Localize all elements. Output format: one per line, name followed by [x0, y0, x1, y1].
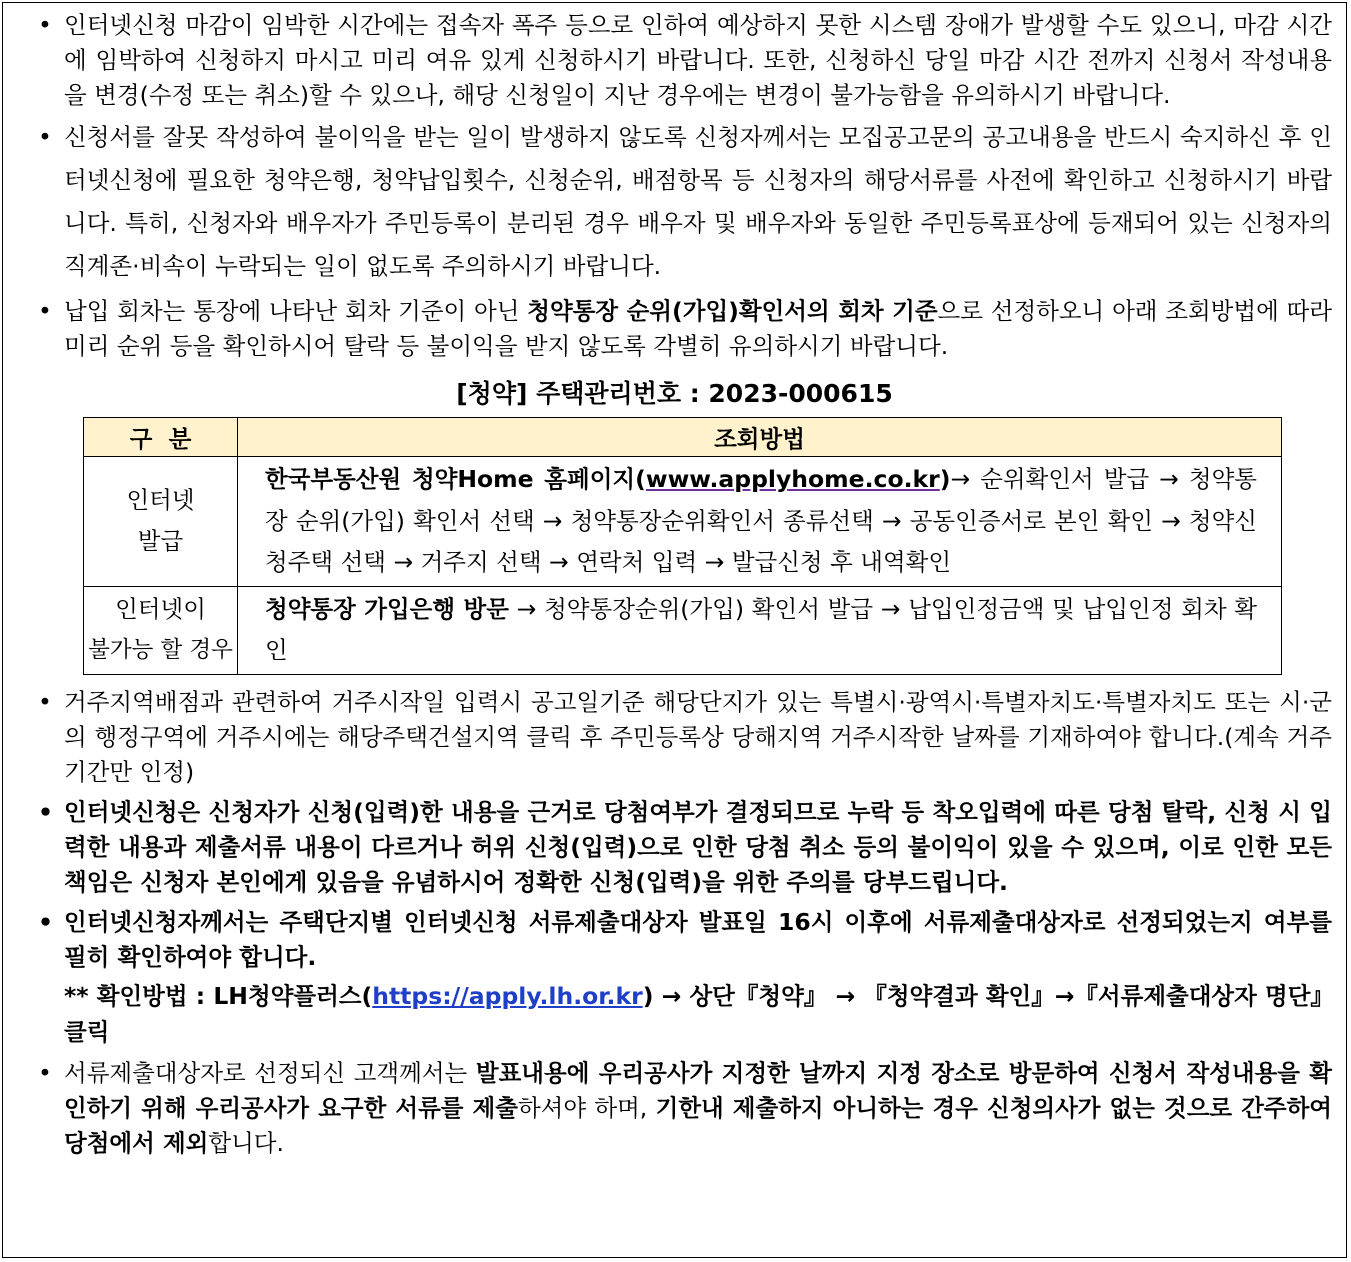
row-method-internet	[238, 457, 1282, 587]
submission-emphasis-2: 기한내 제출하지 아니하는 경우 신청의사가 없는 것으로 간주하여 당첨에서 제외	[64, 1093, 1332, 1157]
table-row-internet	[84, 457, 1282, 587]
notice-item-application-check: • 신청서를 잘못 작성하여 불이익을 받는 일이 발생하지 않도록 신청자께서는 모집공고문의 공고내용을 반드시 숙지하신 후 인터넷신청에 필요한 청약은행, 청약납입횟수, 신청순위, 배점항목 등 신청자의 해당서류를 사전에 확인하고 신청하시기 바랍니다. 특히, 신청자와 배우자가 주민등록이 분리된 경우 배우자 및 배우자와 동일한 주민등록표상에 등재되어 있는 신청자의 직계존·비속이 누락되는 일이 없도록 주의하시기 바랍니다.	[3, 116, 1346, 288]
row-label-offline-line1: 인터넷이	[115, 595, 206, 623]
housing-management-number-heading: [청약] 주택관리번호 : 2023-000615	[456, 379, 893, 408]
table-header-category: 구 분	[84, 418, 238, 457]
notice-item-deadline: • 인터넷신청 마감이 임박한 시간에는 접속자 폭주 등으로 인하여 예상하지 못한 시스템 장애가 발생할 수도 있으니, 마감 시간에 임박하여 신청하지 마시고 미리 여유 있게 신청하시기 바랍니다. 또한, 신청하신 당일 마감 시간 전까지 신청서 작성내용을 변경(수정 또는 취소)할 수 있으나, 해당 신청일이 지난 경우에는 변경이 불가능함을 유의하시기 바랍니다.	[3, 8, 1346, 113]
inquiry-method-table	[83, 417, 1282, 675]
submission-text-mid: 하셔야 하며,	[517, 1093, 656, 1122]
submission-emphasis-1: 발표내용에 우리공사가 지정한 날까지 지정 장소로 방문하여 신청서 작성내용을 확인하기 위해 우리공사가 요구한 서류를 제출	[64, 1058, 1333, 1122]
applyhome-close-paren: )	[939, 465, 951, 493]
row-method-offline	[238, 586, 1282, 674]
row-label-offline	[84, 586, 238, 674]
row-label-offline-line2: 불가능 할 경우	[88, 637, 233, 663]
row-label-internet	[84, 457, 238, 587]
bank-visit-emphasis: 청약통장 가입은행 방문	[265, 594, 509, 623]
internet-steps: → 순위확인서 발급 → 청약통장 순위(가입) 확인서 선택 → 청약통장순위확인서 종류선택 → 공동인증서로 본인 확인 → 청약신청주택 선택 → 거주지 선택 → 연락처 입력 → 발급신청 후 내역확인	[265, 465, 1257, 576]
notice-item-responsibility: • 인터넷신청은 신청자가 신청(입력)한 내용을 근거로 당첨여부가 결정되므로 누락 등 착오입력에 따른 당첨 탈락, 신청 시 입력한 내용과 제출서류 내용이 다르거나 허위 신청(입력)으로 인한 당첨 취소 등의 불이익이 있을 수 있으며, 이로 인한 모든 책임은 신청자 본인에게 있음을 유념하시어 정확한 신청(입력)을 위한 주의를 당부드립니다.	[3, 795, 1346, 900]
payment-count-emphasis: 청약통장 순위(가입)확인서의 회차 기준	[527, 297, 938, 325]
notice-list-final	[3, 1056, 1346, 1161]
lh-apply-link[interactable]: https://apply.lh.or.kr	[372, 981, 643, 1010]
confirmation-method-pre: ** 확인방법 : LH청약플러스(	[64, 981, 373, 1010]
notice-item-residence: • 거주지역배점과 관련하여 거주시작일 입력시 공고일기준 해당단지가 있는 특별시·광역시·특별자치도·특별자치도 또는 시·군의 행정구역에 거주시에는 해당주택건설지역 클릭 후 주민등록상 당해지역 거주시작한 날짜를 기재하여야 합니다.(계속 거주기간만 인정)	[3, 685, 1346, 790]
table-header-method: 조회방법	[238, 418, 1282, 457]
applyhome-site-name: 한국부동산원 청약Home 홈페이지(	[265, 465, 646, 493]
notice-item-payment-count	[3, 294, 1346, 364]
payment-count-text-post: 으로 선정하오니 아래 조회방법에 따라 미리 순위 등을 확인하시어 탈락 등 불이익을 받지 않도록 각별히 유의하시기 바랍니다.	[64, 297, 1332, 360]
notice-item-document-target: • 인터넷신청자께서는 주택단지별 인터넷신청 서류제출대상자 발표일 16시 이후에 서류제출대상자로 선정되었는지 여부를 필히 확인하여야 합니다.	[3, 905, 1346, 975]
applyhome-link[interactable]: www.applyhome.co.kr	[645, 465, 940, 493]
offline-steps: → 청약통장순위(가입) 확인서 발급 → 납입인정금액 및 납입인정 회차 확인	[265, 594, 1257, 664]
table-row-offline	[84, 586, 1282, 674]
row-label-internet-line1: 인터넷	[126, 486, 195, 515]
confirmation-method-post: ) → 상단『청약』 → 『청약결과 확인』→『서류제출대상자 명단』클릭	[64, 981, 1334, 1046]
notice-list-top	[3, 8, 1346, 364]
confirmation-method	[3, 978, 1346, 1050]
notice-frame	[2, 2, 1347, 1258]
submission-text-pre: 서류제출대상자로 선정되신 고객께서는	[64, 1058, 476, 1087]
row-label-internet-line2: 발급	[137, 527, 184, 556]
payment-count-text-pre: 납입 회차는 통장에 나타난 회차 기준이 아닌	[64, 297, 528, 325]
notice-item-document-submission	[3, 1056, 1346, 1161]
submission-text-post: 합니다.	[208, 1128, 284, 1157]
table-header-row	[84, 418, 1282, 457]
notice-list-bottom	[3, 685, 1346, 975]
